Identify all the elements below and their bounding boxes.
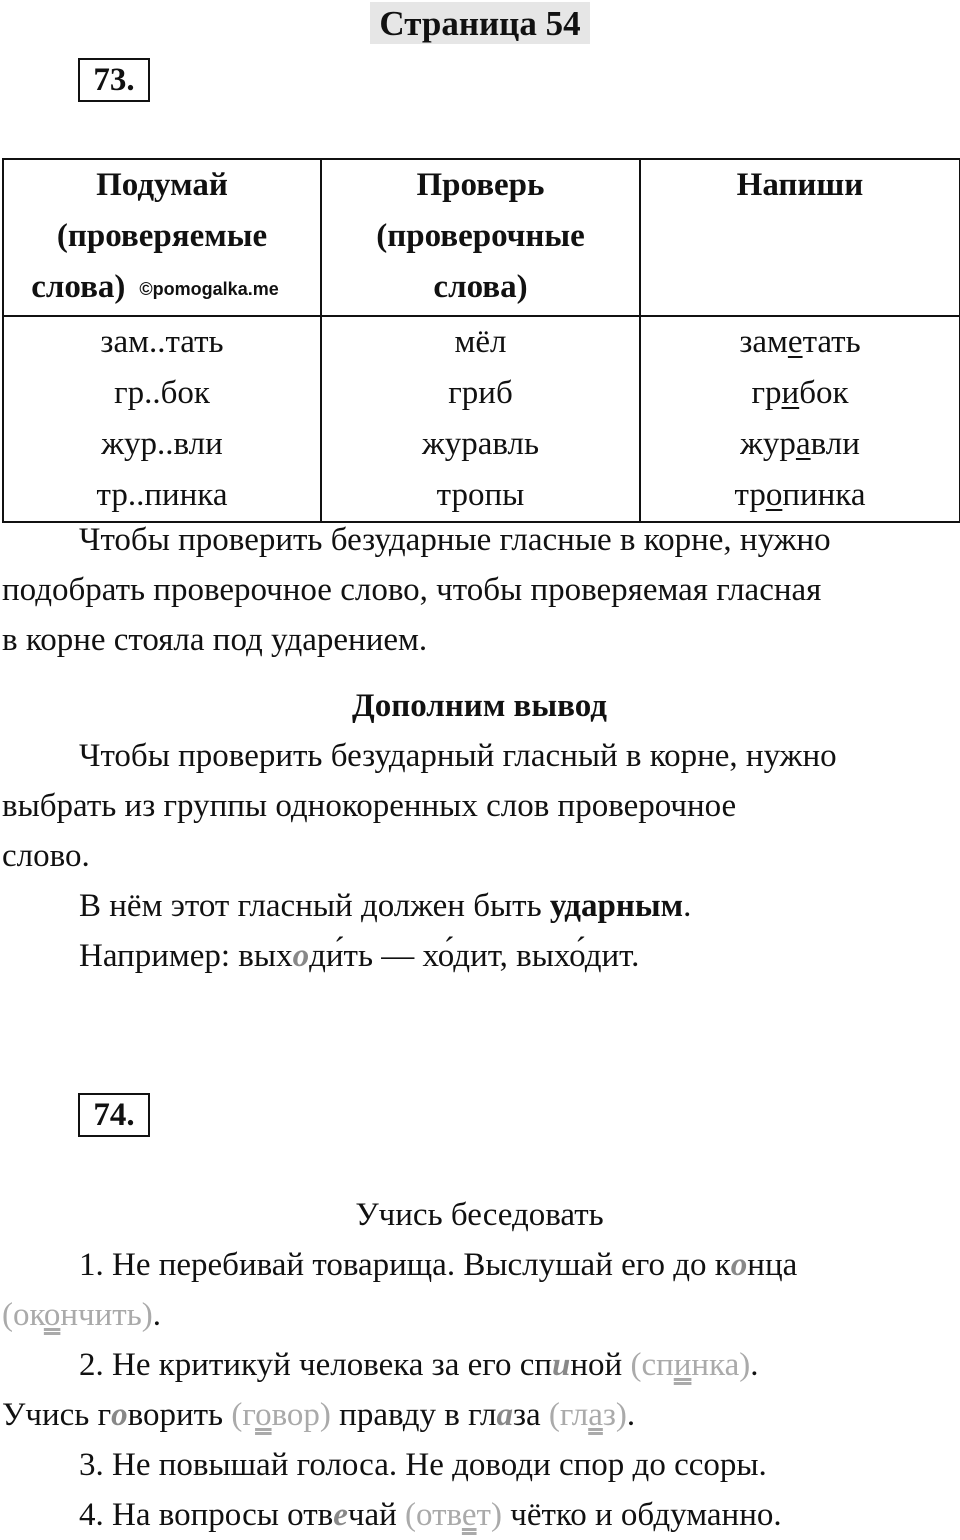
header-write: [640, 159, 960, 316]
hint-word: (окончить): [2, 1297, 153, 1333]
task-number-73: 73.: [78, 58, 150, 102]
highlighted-vowel: о: [730, 1247, 748, 1283]
example-line: Например: выходи́ть — хо́дит, выхо́дит.: [79, 938, 640, 974]
table-body-row: [3, 316, 960, 522]
paragraph-line: подобрать проверочное слово, чтобы проверяемая гласная: [2, 572, 822, 608]
page-title: Страница 54: [370, 2, 590, 44]
header-think: [3, 159, 321, 316]
paragraph-line: В нём этот гласный должен быть ударным.: [79, 888, 692, 924]
written-word: грибок: [751, 375, 849, 411]
check-word: мёл: [454, 324, 507, 360]
bold-word: ударным: [549, 888, 684, 924]
highlighted-vowel: а: [496, 1397, 513, 1433]
hint-word: (глаз): [548, 1397, 627, 1433]
checked-word: зам..тать: [100, 324, 224, 360]
underlined-vowel: е: [787, 324, 803, 360]
checked-word: жур..вли: [101, 426, 223, 462]
paragraph-line: выбрать из группы однокоренных слов проверочное: [2, 788, 737, 824]
header-think-line2: (проверяемые: [56, 218, 268, 254]
watermark: ©pomogalka.me: [139, 279, 279, 299]
conclusion-title: Дополним вывод: [352, 688, 607, 724]
rule-line: (окончить).: [2, 1297, 161, 1333]
checked-word: тр..пинка: [96, 477, 228, 513]
words-table: [2, 158, 960, 523]
paragraph-line: слово.: [2, 838, 90, 874]
rule-line: 1. Не перебивай товарища. Выслушай его до конца: [79, 1247, 798, 1283]
header-write-line1: Напиши: [736, 167, 864, 203]
underlined-vowel: и: [781, 375, 800, 411]
check-word: тропы: [436, 477, 525, 513]
written-word: заметать: [739, 324, 861, 360]
written-word: тропинка: [734, 477, 866, 513]
paragraph-line: в корне стояла под ударением.: [2, 622, 428, 658]
highlighted-vowel: и: [552, 1347, 571, 1383]
column-check-words: [321, 316, 640, 522]
check-word: гриб: [448, 375, 513, 411]
header-check-line1: Проверь: [416, 167, 545, 203]
rule-line: 4. На вопросы отвечай (ответ) чётко и обдуманно.: [79, 1497, 782, 1533]
checked-word: гр..бок: [114, 375, 210, 411]
hint-word: (ответ): [405, 1497, 502, 1533]
header-think-line3: слова): [31, 269, 126, 305]
rule-line: 3. Не повышай голоса. Не доводи спор до ссоры.: [79, 1447, 767, 1483]
hint-word: (говор): [231, 1397, 331, 1433]
section-title: Учись беседовать: [355, 1197, 604, 1233]
task74-text: [2, 1190, 957, 1540]
header-check-line3: слова): [433, 269, 528, 305]
highlighted-vowel: о: [292, 938, 310, 974]
highlighted-vowel: е: [333, 1497, 348, 1533]
rule-line: 2. Не критикуй человека за его спиной (спинка).: [79, 1347, 759, 1383]
paragraph-line: Чтобы проверить безударные гласные в корне, нужно: [79, 522, 831, 558]
rule-line: Учись говорить (говор) правду в глаза (глаз).: [2, 1397, 636, 1433]
table-header-row: [3, 159, 960, 316]
check-word: журавль: [421, 426, 540, 462]
column-written-words: [640, 316, 960, 522]
task-number-74: 74.: [78, 1093, 150, 1137]
highlighted-vowel: о: [111, 1397, 128, 1433]
column-checked-words: [3, 316, 321, 522]
hint-word: (спинка): [630, 1347, 751, 1383]
header-think-line1: Подумай: [96, 167, 228, 203]
paragraph-line: Чтобы проверить безударный гласный в корне, нужно: [79, 738, 837, 774]
written-word: журавли: [740, 426, 860, 462]
underlined-vowel: о: [765, 477, 783, 513]
header-check: [321, 159, 640, 316]
task73-text: [2, 515, 957, 981]
underlined-vowel: а: [795, 426, 811, 462]
header-check-line2: (проверочные: [376, 218, 585, 254]
